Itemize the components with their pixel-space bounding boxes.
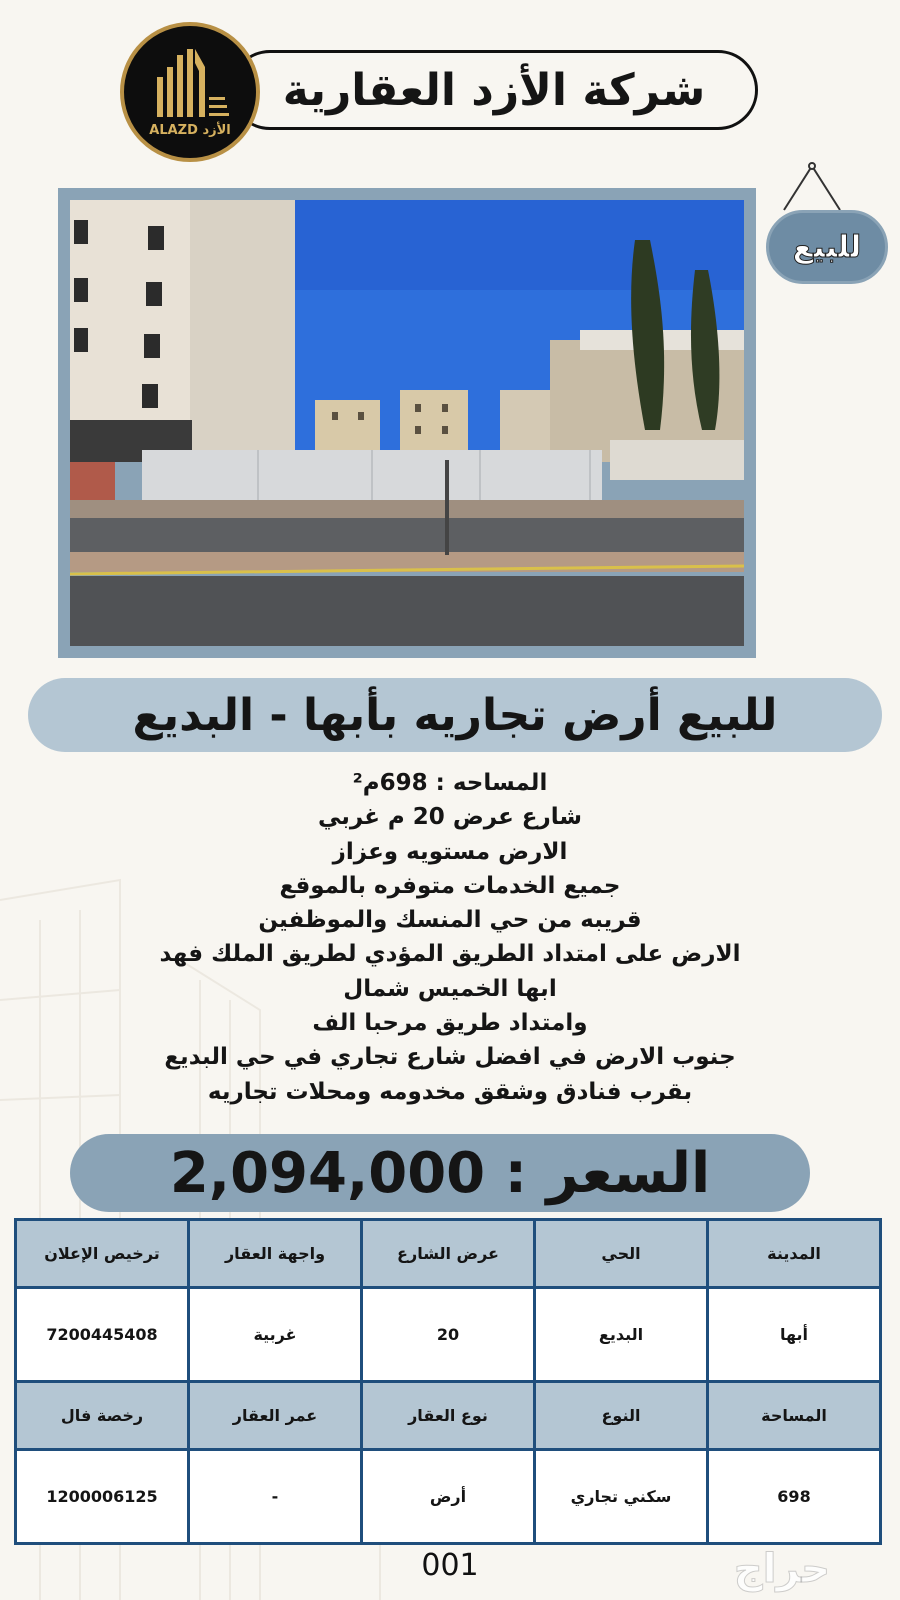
description [30, 766, 870, 1109]
table-header-row [16, 1220, 881, 1288]
table-cell: 20 [362, 1288, 535, 1382]
description-line: قريبه من حي المنسك والموظفين [258, 907, 642, 934]
table-cell: 1200006125 [16, 1450, 189, 1544]
table-header-cell: المدينة [708, 1220, 881, 1288]
description-line: شارع عرض 20 م غربي [318, 804, 582, 831]
description-line: بقرب فنادق وشقق مخدومه ومحلات تجاريه [207, 1078, 693, 1105]
listing-title-bar [28, 678, 882, 752]
listing-code: 001 [421, 1548, 479, 1583]
table-cell: 698 [708, 1450, 881, 1544]
table-row [16, 1288, 881, 1382]
price-bar [70, 1134, 810, 1212]
table-header-cell: عرض الشارع [362, 1220, 535, 1288]
table-header-cell: عمر العقار [189, 1382, 362, 1450]
description-line: الارض على امتداد الطريق المؤدي لطريق الملك فهد [159, 941, 741, 968]
table-cell: البديع [535, 1288, 708, 1382]
for-sale-badge [766, 210, 888, 284]
price: السعر : 2,094,000 [169, 1140, 711, 1206]
table-cell: غربية [189, 1288, 362, 1382]
for-sale-sign [762, 160, 892, 290]
logo-text: ALAZD الأزد [149, 122, 231, 138]
property-info-table [14, 1218, 882, 1545]
property-photo-frame [58, 188, 756, 658]
table-cell: أرض [362, 1450, 535, 1544]
table-header-cell: الحي [535, 1220, 708, 1288]
description-line: الارض مستويه وعزاز [332, 838, 568, 865]
description-line: جميع الخدمات متوفره بالموقع [279, 872, 621, 899]
table-row [16, 1450, 881, 1544]
description-line: ابها الخميس شمال [343, 975, 557, 1002]
table-header-cell: واجهة العقار [189, 1220, 362, 1288]
company-name: شركة الأزد العقارية [282, 64, 706, 116]
table-cell: سكني تجاري [535, 1450, 708, 1544]
building-logo-icon [149, 47, 231, 121]
table-header-cell: النوع [535, 1382, 708, 1450]
table-cell: - [189, 1450, 362, 1544]
table-header-cell: رخصة فال [16, 1382, 189, 1450]
table-header-cell: نوع العقار [362, 1382, 535, 1450]
table-header-row [16, 1382, 881, 1450]
table-cell: 7200445408 [16, 1288, 189, 1382]
company-name-banner [230, 50, 758, 130]
description-line: جنوب الارض في افضل شارع تجاري في حي البديع [164, 1044, 736, 1071]
table-header-cell: ترخيص الإعلان [16, 1220, 189, 1288]
property-photo [70, 200, 744, 646]
description-line: المساحه : 698م² [352, 770, 548, 796]
description-line: وامتداد طريق مرحبا الف [312, 1010, 588, 1037]
for-sale-label: للبيع [792, 229, 862, 265]
listing-title: للبيع أرض تجاريه بأبها - البديع [132, 689, 778, 741]
table-cell: أبها [708, 1288, 881, 1382]
header [120, 22, 780, 162]
watermark: حراج [733, 1546, 831, 1592]
table-header-cell: المساحة [708, 1382, 881, 1450]
company-logo [120, 22, 260, 162]
